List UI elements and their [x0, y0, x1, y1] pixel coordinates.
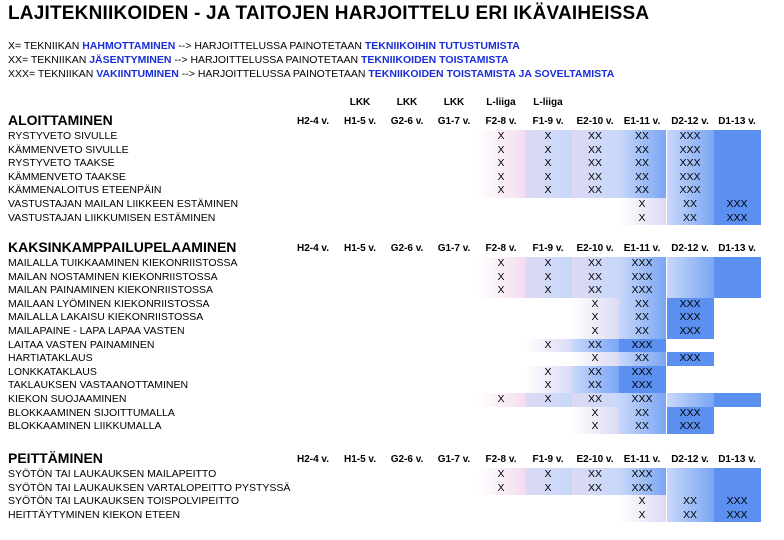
stage-mark: X — [544, 284, 552, 297]
stage-mark: XX — [587, 270, 603, 283]
stage-mark: XXX — [631, 338, 653, 351]
column-header: E2-10 v. — [576, 454, 614, 465]
stage-mark: X — [497, 130, 505, 142]
stage-mark: X — [544, 338, 552, 351]
stage-mark: X — [638, 495, 646, 508]
legend-stage: HAHMOTTAMINEN — [82, 40, 176, 52]
stage-mark: XXX — [679, 297, 701, 310]
stage-mark: XX — [587, 170, 603, 183]
section-title: ALOITTAMINEN — [8, 112, 113, 128]
legend-emphasis: TEKNIIKOIHIN TUTUSTUMISTA — [364, 40, 520, 52]
column-header: D1-13 v. — [718, 454, 756, 465]
stage-mark: XX — [682, 495, 698, 508]
row-label: HARTIATAKLAUS — [8, 352, 93, 365]
stage-mark: XXX — [726, 508, 748, 521]
progress-band-cell — [714, 144, 761, 158]
legend-prefix: XXX= TEKNIIKAN — [8, 68, 97, 80]
column-header: F1-9 v. — [532, 116, 564, 127]
stage-mark: XXX — [726, 495, 748, 508]
stage-mark: XXX — [631, 393, 653, 405]
column-header: F2-8 v. — [485, 454, 517, 465]
row-label: KÄMMENVETO TAAKSE — [8, 170, 126, 183]
progress-band-cell — [714, 184, 761, 198]
stage-mark: X — [544, 257, 552, 269]
stage-mark: X — [591, 325, 599, 337]
stage-mark: X — [544, 468, 552, 480]
stage-mark: XX — [682, 508, 698, 521]
legend-emphasis: TEKNIIKOIDEN TOISTAMISTA — [361, 54, 509, 66]
stage-mark: XXX — [726, 198, 748, 210]
row-label: VASTUSTAJAN LIIKKUMISEN ESTÄMINEN — [8, 211, 216, 224]
stage-mark: XX — [634, 130, 650, 142]
stage-mark: X — [544, 184, 552, 197]
stage-mark: XX — [587, 130, 603, 142]
stage-mark: XXX — [631, 365, 653, 378]
stage-mark: XX — [634, 143, 650, 156]
stage-mark: XXX — [631, 257, 653, 269]
progress-band-cell — [667, 468, 714, 482]
stage-mark: XXX — [679, 406, 701, 419]
row-label: MAILAN NOSTAMINEN KIEKONRIISTOSSA — [8, 270, 218, 283]
stage-mark: XX — [587, 157, 603, 170]
legend-stage: JÄSENTYMINEN — [89, 54, 172, 66]
column-header: G2-6 v. — [390, 454, 424, 465]
stage-mark: XX — [587, 284, 603, 297]
progress-band-cell — [714, 157, 761, 171]
page-title: LAJITEKNIIKOIDEN - JA TAITOJEN HARJOITTELU ERI IKÄVAIHEISSA — [8, 3, 650, 24]
stage-mark: X — [497, 257, 505, 269]
column-header: G2-6 v. — [390, 243, 424, 254]
stage-mark: XXX — [679, 325, 701, 337]
legend-mid: --> HARJOITTELUSSA PAINOTETAAN — [178, 68, 369, 80]
column-header: E2-10 v. — [576, 116, 614, 127]
column-header: H1-5 v. — [343, 243, 377, 254]
row-label: MAILALLA LAKAISU KIEKONRIISTOSSA — [8, 311, 204, 324]
stage-mark: X — [544, 170, 552, 183]
stage-mark: XX — [587, 338, 603, 351]
row-label: TAKLAUKSEN VASTAANOTTAMINEN — [8, 379, 189, 392]
row-label: RYSTYVETO TAAKSE — [8, 157, 115, 170]
stage-mark: XXX — [631, 481, 653, 494]
column-header: G1-7 v. — [437, 116, 471, 127]
stage-mark: XXX — [679, 157, 701, 170]
column-header: H2-4 v. — [296, 243, 330, 254]
stage-mark: X — [544, 379, 552, 392]
column-header: F2-8 v. — [485, 116, 517, 127]
legend-stage: VAKIINTUMINEN — [96, 68, 179, 80]
progress-band-cell — [714, 284, 761, 298]
column-header: D2-12 v. — [671, 116, 709, 127]
column-header: H2-4 v. — [296, 116, 330, 127]
stage-mark: XXX — [679, 184, 701, 197]
column-header: G1-7 v. — [437, 454, 471, 465]
column-header: F2-8 v. — [485, 243, 517, 254]
column-header: H1-5 v. — [343, 454, 377, 465]
stage-mark: X — [638, 198, 646, 210]
column-header: E1-11 v. — [623, 116, 661, 127]
stage-mark: X — [497, 143, 505, 156]
progress-band-cell — [667, 482, 714, 496]
legend-emphasis: TEKNIIKOIDEN TOISTAMISTA JA SOVELTAMISTA — [368, 68, 615, 80]
column-header: D1-13 v. — [718, 243, 756, 254]
column-header: F1-9 v. — [532, 243, 564, 254]
stage-mark: X — [497, 481, 505, 494]
column-header: E1-11 v. — [623, 243, 661, 254]
stage-mark: XXX — [631, 284, 653, 297]
stage-mark: XX — [587, 481, 603, 494]
column-header: E1-11 v. — [623, 454, 661, 465]
stage-mark: XXX — [679, 143, 701, 156]
row-label: HEITTÄYTYMINEN KIEKON ETEEN — [8, 508, 181, 521]
column-header: F1-9 v. — [532, 454, 564, 465]
row-label: MAILAAN LYÖMINEN KIEKONRIISTOSSA — [8, 297, 210, 310]
stage-mark: XXX — [679, 130, 701, 142]
stage-mark: XXX — [679, 170, 701, 183]
progress-band-cell — [667, 257, 714, 271]
stage-mark: X — [497, 157, 505, 170]
stage-mark: X — [544, 130, 552, 142]
group-label: L-liiga — [533, 97, 563, 108]
row-label: BLOKKAAMINEN SIJOITTUMALLA — [8, 406, 175, 419]
progress-band-cell — [714, 271, 761, 285]
stage-mark: XX — [634, 170, 650, 183]
column-header: H1-5 v. — [343, 116, 377, 127]
column-header: D1-13 v. — [718, 116, 756, 127]
stage-mark: X — [591, 406, 599, 419]
row-label: RYSTYVETO SIVULLE — [8, 130, 118, 142]
column-header: G1-7 v. — [437, 243, 471, 254]
progress-band-cell — [714, 257, 761, 271]
row-label: LONKKATAKLAUS — [8, 365, 97, 378]
row-label: MAILAPAINE - LAPA LAPAA VASTEN — [8, 325, 185, 337]
stage-mark: XX — [634, 157, 650, 170]
stage-mark: XX — [682, 211, 698, 224]
row-label: MAILAN PAINAMINEN KIEKONRIISTOSSA — [8, 284, 213, 297]
column-header: H2-4 v. — [296, 454, 330, 465]
group-label: LKK — [443, 97, 465, 108]
legend-line — [8, 40, 520, 52]
stage-mark: X — [591, 352, 599, 365]
group-label: LKK — [396, 97, 418, 108]
stage-mark: XXX — [679, 352, 701, 365]
stage-mark: XX — [634, 311, 650, 324]
row-label: SYÖTÖN TAI LAUKAUKSEN MAILAPEITTO — [8, 468, 217, 480]
column-header: G2-6 v. — [390, 116, 424, 127]
stage-mark: X — [638, 508, 646, 521]
stage-mark: X — [497, 468, 505, 480]
progress-band-cell — [667, 271, 714, 285]
stage-mark: XX — [587, 184, 603, 197]
stage-mark: XX — [587, 257, 603, 269]
stage-mark: X — [497, 270, 505, 283]
stage-mark: XX — [634, 184, 650, 197]
stage-mark: X — [544, 143, 552, 156]
row-label: LAITAA VASTEN PAINAMINEN — [8, 338, 155, 351]
stage-mark: XXX — [631, 468, 653, 480]
row-label: VASTUSTAJAN MAILAN LIIKKEEN ESTÄMINEN — [8, 198, 239, 210]
row-label: SYÖTÖN TAI LAUKAUKSEN VARTALOPEITTO PYSTYSSÄ — [8, 481, 291, 494]
progress-band-cell — [667, 393, 714, 407]
stage-mark: X — [591, 420, 599, 433]
stage-mark: X — [544, 157, 552, 170]
section-title: KAKSINKAMPPAILUPELAAMINEN — [8, 239, 237, 255]
stage-mark: X — [497, 170, 505, 183]
stage-mark: X — [544, 481, 552, 494]
stage-mark: XX — [634, 325, 650, 337]
stage-mark: XXX — [679, 311, 701, 324]
stage-mark: XXX — [631, 270, 653, 283]
progress-band-cell — [667, 284, 714, 298]
column-header: E2-10 v. — [576, 243, 614, 254]
row-label: KÄMMENVETO SIVULLE — [8, 143, 129, 156]
stage-mark: XXX — [726, 211, 748, 224]
stage-mark: X — [544, 270, 552, 283]
legend-mid: --> HARJOITTELUSSA PAINOTETAAN — [171, 54, 362, 66]
stage-mark: X — [638, 211, 646, 224]
legend-line — [8, 54, 509, 66]
stage-mark: X — [497, 393, 505, 405]
stage-mark: XX — [587, 468, 603, 480]
legend-prefix: X= TEKNIIKAN — [8, 40, 83, 52]
progress-band-cell — [714, 393, 761, 407]
column-header: D2-12 v. — [671, 454, 709, 465]
section-title: PEITTÄMINEN — [8, 450, 103, 466]
stage-mark: XX — [587, 379, 603, 392]
progress-band-cell — [714, 171, 761, 185]
progress-band-cell — [714, 482, 761, 496]
stage-mark: X — [544, 393, 552, 405]
stage-mark: X — [497, 284, 505, 297]
legend-line — [8, 68, 614, 80]
stage-mark: XX — [587, 393, 603, 405]
row-label: SYÖTÖN TAI LAUKAUKSEN TOISPOLVIPEITTO — [8, 495, 240, 508]
stage-mark: X — [591, 297, 599, 310]
row-label: KÄMMENALOITUS ETEENPÄIN — [8, 184, 162, 197]
stage-mark: X — [497, 184, 505, 197]
stage-mark: XXX — [679, 420, 701, 433]
group-label: L-liiga — [486, 97, 516, 108]
stage-mark: XX — [682, 198, 698, 210]
stage-mark: XXX — [631, 379, 653, 392]
row-label: MAILALLA TUIKKAAMINEN KIEKONRIISTOSSA — [8, 257, 238, 269]
stage-mark: XX — [634, 420, 650, 433]
progress-band-cell — [714, 468, 761, 482]
column-header: D2-12 v. — [671, 243, 709, 254]
stage-mark: XX — [634, 352, 650, 365]
group-label: LKK — [349, 97, 371, 108]
legend-mid: --> HARJOITTELUSSA PAINOTETAAN — [175, 40, 365, 52]
stage-mark: X — [591, 311, 599, 324]
row-label: KIEKON SUOJAAMINEN — [8, 393, 127, 405]
stage-mark: X — [544, 365, 552, 378]
stage-mark: XX — [587, 365, 603, 378]
legend-prefix: XX= TEKNIIKAN — [8, 54, 90, 66]
stage-mark: XX — [634, 297, 650, 310]
stage-mark: XX — [587, 143, 603, 156]
row-label: BLOKKAAMINEN LIIKKUMALLA — [8, 420, 162, 433]
progress-band-cell — [714, 130, 761, 144]
stage-mark: XX — [634, 406, 650, 419]
